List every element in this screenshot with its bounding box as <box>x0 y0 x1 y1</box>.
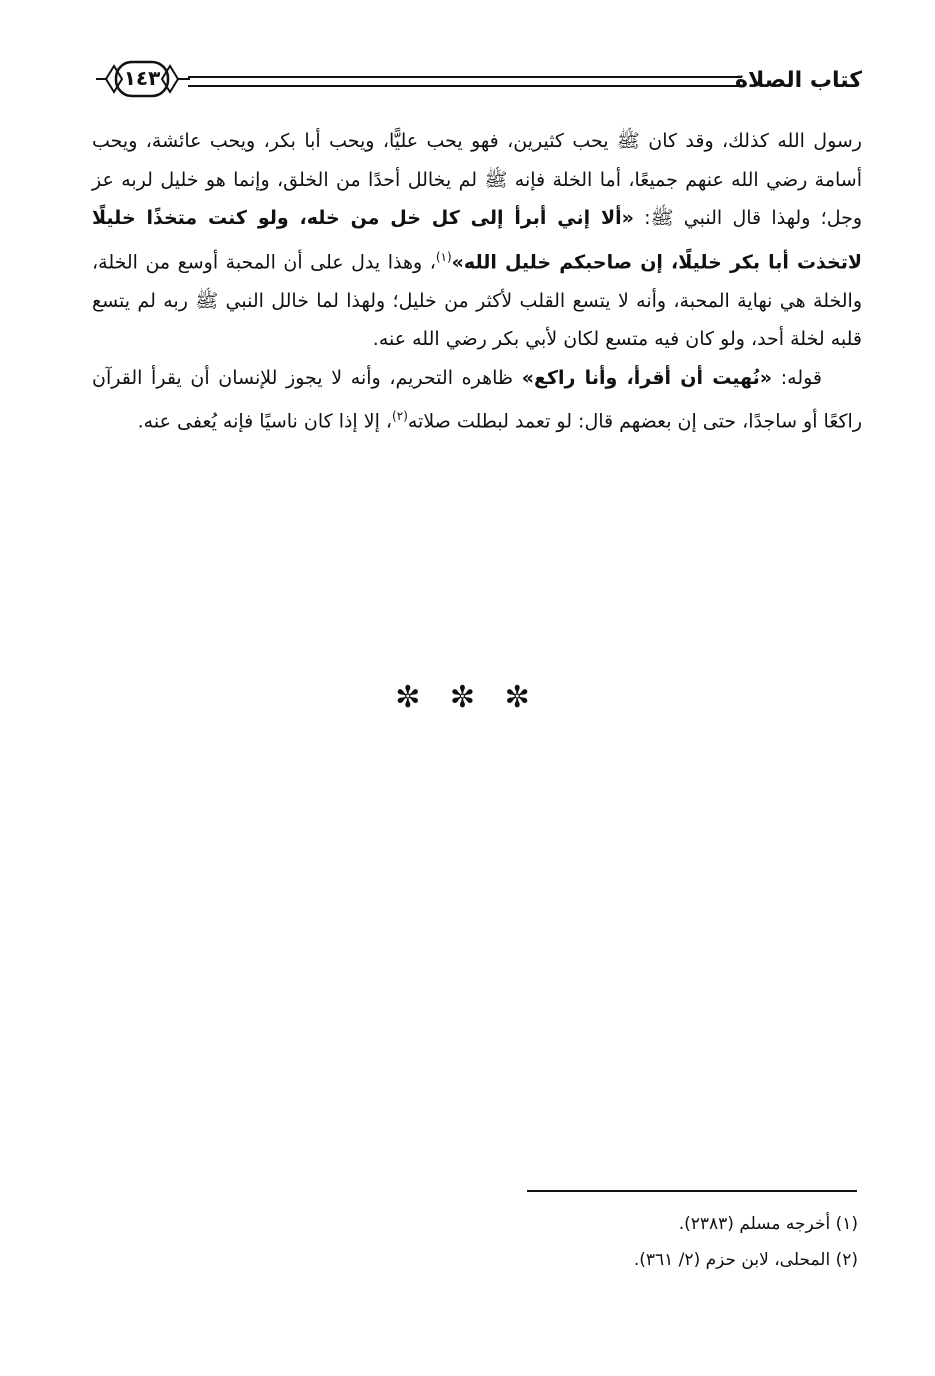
footnote-ref: (١) <box>435 249 452 264</box>
text-run: رسول الله كذلك، وقد كان ﷺ يحب كثيرين، فهو يحب عليًّا، ويحب أبا بكر، ويحب عائشة، ويحب أسامة رضي الله عنهم جميعًا، أما الخلة فإنه ﷺ لم يخالل أحدًا من الخلق، وإنما هو خليل لربه عز وجل؛ ولهذا قال النبي ﷺ: <box>92 130 863 230</box>
page-number: ١٤٣ <box>123 66 161 90</box>
text-run: ، وهذا يدل على أن المحبة أوسع من الخلة، والخلة هي نهاية المحبة، وأنه لا يتسع القلب لأكثر من خليل؛ ولهذا لما خالل النبي ﷺ ربه لم يتسع قلبه لخلة أحد، ولو كان فيه متسع لكان لأبي بكر رضي الله عنه. <box>92 251 862 351</box>
footnote-rule <box>527 1190 857 1192</box>
page-header <box>92 54 862 104</box>
hadith-quote: «نُهيت أن أقرأ، وأنا راكع» <box>521 366 773 389</box>
text-run: ، إلا إذا كان ناسيًا فإنه يُعفى عنه. <box>137 410 393 433</box>
running-title: كتاب الصلاة <box>735 68 862 93</box>
text-run: ظاهره التحريم، وأنه لا يجوز للإنسان أن يقرأ القرآن راكعًا أو ساجدًا، حتى إن بعضهم قال: لو تعمد لبطلت صلاته <box>92 366 862 433</box>
page-number-ornament <box>92 54 192 104</box>
footnote-ref: (٢) <box>392 409 408 424</box>
footnote: (٢) المحلى، لابن حزم (٢/ ٣٦١). <box>633 1250 858 1270</box>
paragraph <box>92 122 862 359</box>
hadith-quote: «ألا إني أبرأ إلى كل خل من خله، ولو كنت متخذًا خليلًا لاتخذت أبا بكر خليلًا، إن صاحبكم خليل الله» <box>92 207 862 274</box>
paragraph <box>92 359 862 442</box>
footnotes <box>500 1206 858 1278</box>
header-rule <box>188 76 742 87</box>
section-separator: ✼ ✼ ✼ <box>395 680 540 715</box>
footnote: (١) أخرجه مسلم (٢٣٨٣). <box>678 1214 858 1234</box>
main-text <box>92 122 862 441</box>
text-run: قوله: <box>772 366 823 389</box>
